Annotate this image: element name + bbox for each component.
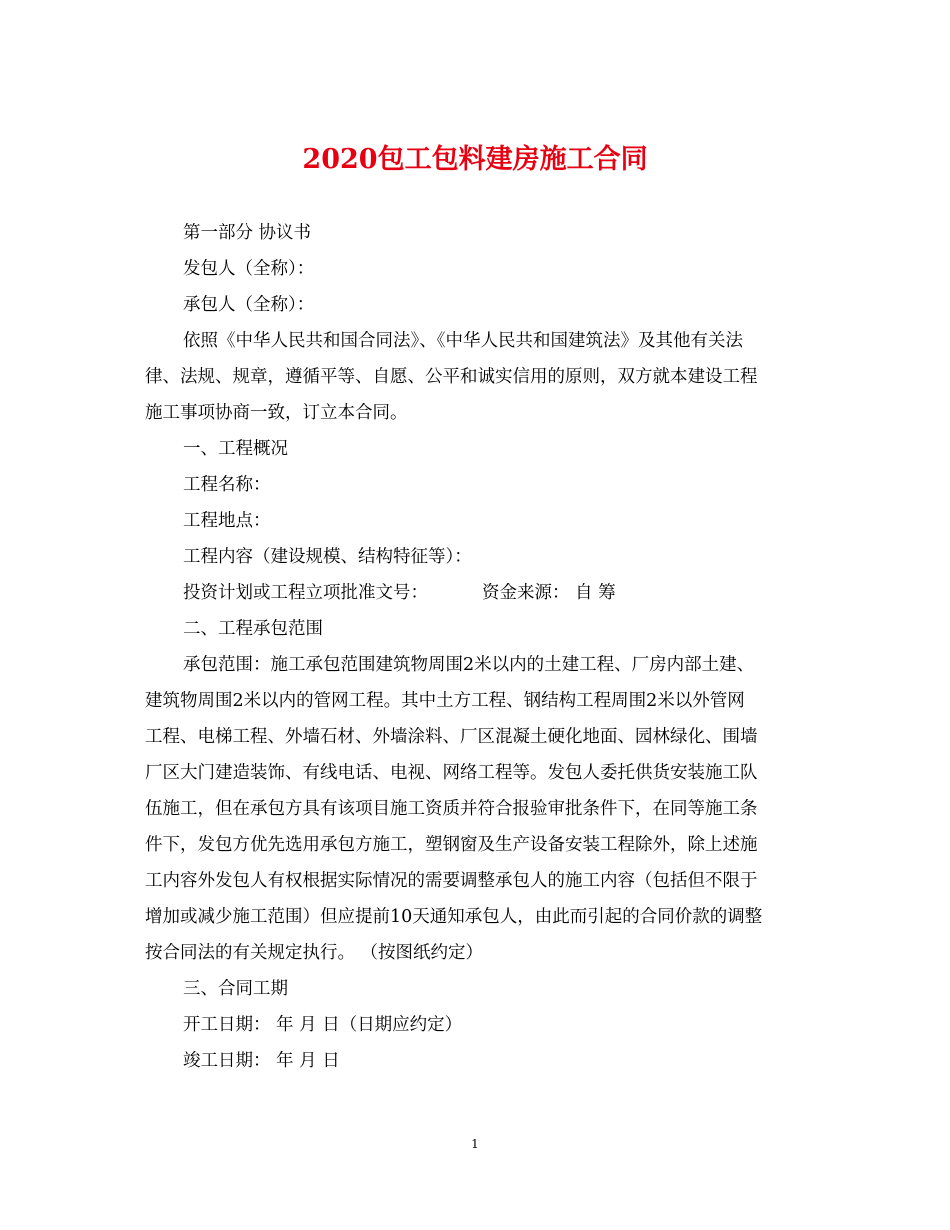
approval-number-field: 投资计划或工程立项批准文号： — [183, 583, 428, 603]
contractor-field: 承包人（全称）： — [183, 295, 315, 315]
paragraph-line: 伍施工，但在承包方具有该项目施工资质并符合报验审批条件下，在同等施工条 — [145, 799, 758, 819]
funding-line — [145, 575, 810, 611]
completion-date-field: 竣工日期： 年 月 日 — [183, 1051, 340, 1071]
paragraph-line: 建筑物周围2米以内的管网工程。其中土方工程、钢结构工程周围2米以外管网 — [145, 691, 745, 711]
paragraph-line: 工程、电梯工程、外墙石材、外墙涂料、厂区混凝土硬化地面、园林绿化、围墙 — [145, 727, 758, 747]
paragraph-line: 按合同法的有关规定执行。 （按图纸约定） — [145, 943, 484, 963]
project-location-field: 工程地点： — [183, 511, 271, 531]
section-heading-overview: 一、工程概况 — [183, 439, 288, 459]
paragraph-line: 工内容外发包人有权根据实际情况的需要调整承包人的施工内容（包括但不限于 — [145, 871, 758, 891]
document-title: 2020包工包料建房施工合同 — [302, 144, 648, 175]
project-name-field: 工程名称： — [183, 475, 271, 495]
paragraph-line: 承包范围：施工承包范围建筑物周围2米以内的土建工程、厂房内部土建、 — [183, 655, 755, 675]
paragraph-line: 厂区大门建造装饰、有线电话、电视、网络工程等。发包人委托供货安装施工队 — [145, 763, 758, 783]
document-body — [145, 215, 810, 1079]
page-number: 1 — [471, 1137, 479, 1151]
paragraph-line: 增加或减少施工范围）但应提前10天通知承包人，由此而引起的合同价款的调整 — [145, 907, 763, 927]
funding-source-field: 资金来源： 自 筹 — [482, 583, 616, 603]
section-heading-scope: 二、工程承包范围 — [183, 619, 323, 639]
section-heading-period: 三、合同工期 — [183, 979, 288, 999]
project-content-field: 工程内容（建设规模、结构特征等）： — [183, 547, 472, 567]
paragraph-line: 律、法规、规章，遵循平等、自愿、公平和诚实信用的原则，双方就本建设工程 — [145, 367, 758, 387]
paragraph-line: 依照《中华人民共和国合同法》、《中华人民共和国建筑法》及其他有关法 — [183, 331, 743, 351]
employer-field: 发包人（全称）： — [183, 259, 315, 279]
section-heading-agreement: 第一部分 协议书 — [183, 223, 312, 243]
paragraph-line: 件下，发包方优先选用承包方施工，塑钢窗及生产设备安装工程除外，除上述施 — [145, 835, 758, 855]
paragraph-line: 施工事项协商一致，订立本合同。 — [145, 403, 408, 423]
start-date-field: 开工日期： 年 月 日（日期应约定） — [183, 1015, 463, 1035]
